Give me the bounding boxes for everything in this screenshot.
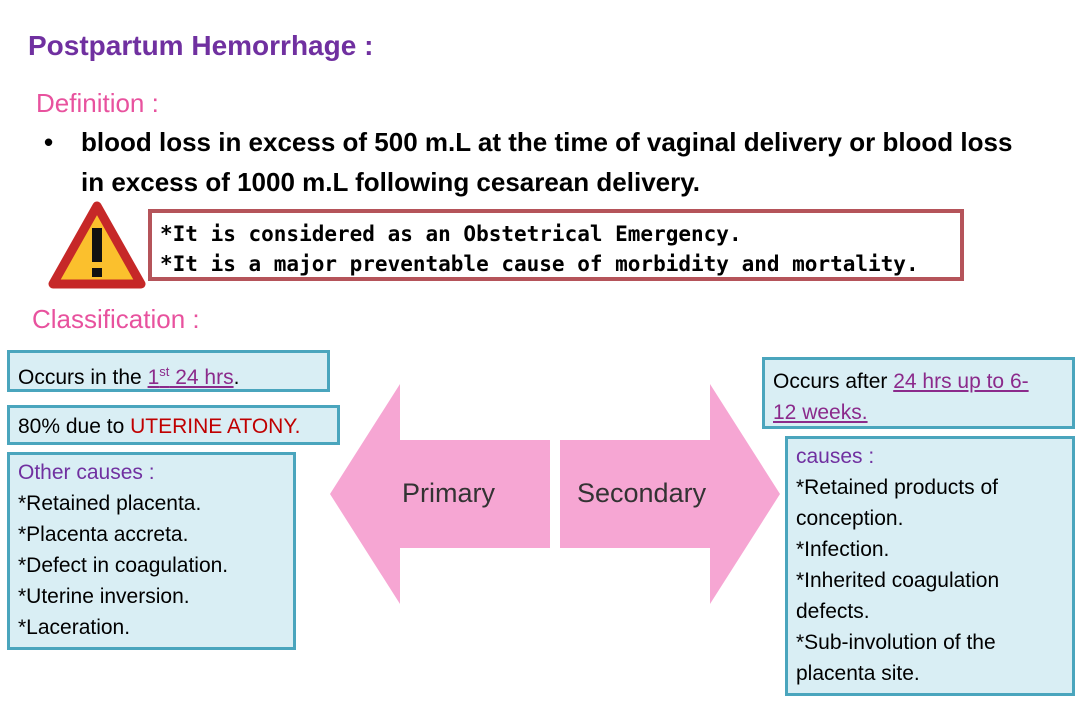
list-item: *Placenta accreta.: [18, 523, 189, 546]
secondary-label: Secondary: [577, 478, 707, 508]
primary-timing-ordinal: 1: [147, 366, 160, 389]
list-item: *Retained products of: [796, 476, 998, 499]
primary-timing-hrs: 24 hrs: [169, 366, 234, 389]
list-item: *Laceration.: [18, 616, 131, 639]
warning-box: [148, 209, 964, 281]
list-item: *Infection.: [796, 538, 890, 561]
list-item: defects.: [796, 600, 870, 623]
secondary-timing-box: [762, 357, 1075, 429]
primary-timing-highlight: [148, 366, 234, 389]
bullet: •: [44, 127, 54, 157]
list-item: *Sub-involution of the: [796, 631, 996, 654]
definition-body: blood loss in excess of 500 m.L at the time of vaginal delivery or blood loss in excess of 1000 m.L following cesarean delivery.: [81, 127, 1013, 197]
secondary-timing-highlight-2: 12 weeks.: [773, 401, 868, 424]
primary-atony-prefix: 80% due to: [18, 415, 131, 438]
primary-atony-highlight: UTERINE ATONY.: [130, 415, 301, 438]
list-item: conception.: [796, 507, 904, 530]
secondary-causes-box: [785, 436, 1075, 696]
list-item: placenta site.: [796, 662, 920, 685]
list-item: *Retained placenta.: [18, 492, 202, 515]
primary-other-causes-box: [7, 452, 296, 650]
list-item: *Inherited coagulation: [796, 569, 1000, 592]
warning-triangle-icon: [48, 200, 146, 290]
primary-label: Primary: [402, 478, 495, 508]
definition-heading: Definition :: [36, 88, 159, 118]
warning-line: *It is a major preventable cause of morbidity and mortality.: [160, 252, 919, 276]
page-title: Postpartum Hemorrhage :: [28, 30, 374, 61]
primary-timing-suffix: .: [233, 366, 240, 389]
primary-atony-box: [7, 405, 340, 445]
classification-heading: Classification :: [32, 304, 200, 334]
double-arrow-shape: [330, 384, 780, 634]
warning-line: *It is considered as an Obstetrical Emergency.: [160, 222, 742, 246]
secondary-timing-prefix: Occurs after: [773, 370, 894, 393]
primary-other-heading: Other causes :: [18, 461, 155, 484]
list-item: *Uterine inversion.: [18, 585, 190, 608]
primary-timing-prefix: Occurs in the: [18, 366, 148, 389]
primary-timing-box: [7, 350, 330, 392]
list-item: *Defect in coagulation.: [18, 554, 229, 577]
secondary-timing-line1: [773, 366, 1064, 397]
secondary-timing-highlight-1: 24 hrs up to 6-: [893, 370, 1029, 393]
secondary-causes-heading: causes :: [796, 445, 875, 468]
definition-text: [44, 122, 1034, 202]
primary-timing-sup: st: [159, 364, 170, 379]
